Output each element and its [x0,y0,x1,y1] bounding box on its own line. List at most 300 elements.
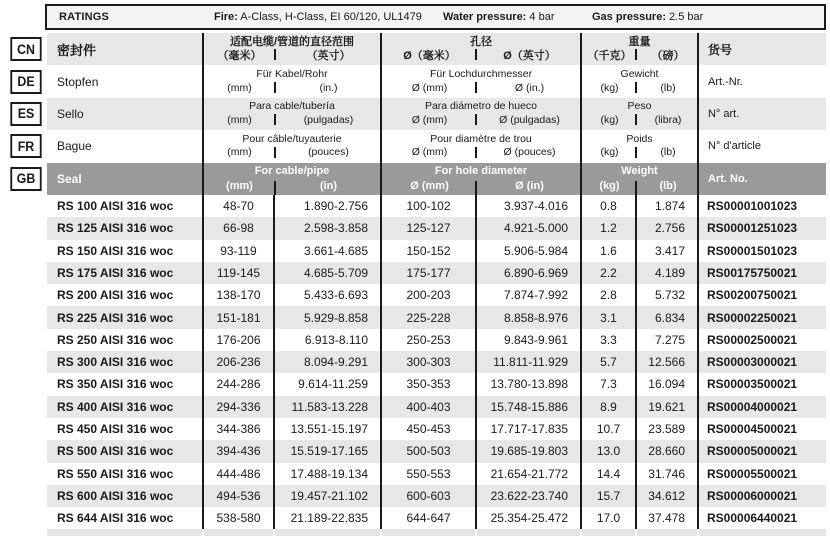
col-art-label: Art.-Nr. [697,65,826,97]
col-group-weight-units [582,49,697,63]
cable-mm-cell: 119-145 [202,262,273,284]
unit-divider-tick [475,114,477,125]
weight-lb-cell: 5.732 [635,284,697,306]
row-gutter [0,217,47,239]
hole-in-cell: 11.811-11.929 [475,351,580,373]
unit-divider-tick [274,147,276,158]
weight-kg-cell: 13.0 [580,440,635,462]
unit-label: (kg) [600,81,619,94]
unit-divider-tick [475,49,477,60]
cable-in-cell: 11.583-13.228 [273,396,380,418]
table-row-content [47,463,826,485]
table-row-content [47,351,826,373]
hole-in-cell: 4.921-5.000 [475,217,580,239]
unit-divider-tick [475,147,477,158]
ratings-bar [45,4,826,30]
table-row [0,306,830,328]
weight-kg-cell: 2.8 [580,284,635,306]
row-gutter [0,329,47,351]
row-gutter [0,396,47,418]
col-group-hole-label: Für Lochdurchmesser [429,67,533,80]
cable-in-cell: 2.598-3.858 [273,217,380,239]
row-gutter [0,418,47,440]
weight-kg-cell: 1.2 [580,217,635,239]
row-gutter [0,463,47,485]
cable-in-cell: 15.519-17.165 [273,440,380,462]
col-group-cable-label: Für Kabel/Rohr [256,67,328,80]
badge-cell [0,33,47,65]
table-row-content [47,240,826,262]
lang-row-content [47,130,826,162]
unit-label: Ø (pouces) [503,146,556,159]
rating-fire [214,6,422,28]
table-row [0,217,830,239]
unit-label: Ø (in) [515,179,544,192]
rating-water-value: 4 bar [529,11,555,23]
col-group-cable-label: 适配电缆/管道的直径范围 [229,35,355,48]
col-group-weight [580,163,697,195]
table-row [0,463,830,485]
strip-content [47,529,826,536]
product-name-cell: RS 150 AISI 316 woc [57,243,174,258]
col-group-hole-units [382,114,580,128]
table-row-content [47,396,826,418]
hole-in-cell: 8.858-8.976 [475,306,580,328]
unit-label: (mm) [226,179,253,192]
data-rows [0,195,830,529]
lang-row-fr [0,130,830,162]
art-no-cell: RS00175750021 [697,262,826,284]
product-name-cell: RS 350 AISI 316 woc [57,377,174,392]
rating-water-pressure [443,6,554,28]
weight-lb-cell: 34.612 [635,485,697,507]
art-no-cell: RS00001251023 [697,217,826,239]
cable-in-cell: 19.457-21.102 [273,485,380,507]
cable-in-cell: 9.614-11.259 [273,373,380,395]
col-art-label: Art. No. [697,163,826,195]
col-group-weight-label: Weight [621,165,658,178]
table-row-content [47,418,826,440]
col-group-cable-label: For cable/pipe [254,165,330,178]
unit-label: （磅） [651,50,685,63]
row-gutter [0,507,47,529]
hole-in-cell: 15.748-15.886 [475,396,580,418]
unit-divider-tick [274,49,276,60]
unit-label: (in) [319,179,338,192]
hole-mm-cell: 150-152 [380,240,475,262]
spec-table [0,33,830,536]
table-row [0,418,830,440]
hole-in-cell: 25.354-25.472 [475,507,580,529]
cable-mm-cell: 538-580 [202,507,273,529]
weight-kg-cell: 3.3 [580,329,635,351]
product-name-cell: RS 600 AISI 316 woc [57,488,174,503]
unit-label: Ø (mm) [411,81,448,94]
weight-lb-cell: 19.621 [635,396,697,418]
hole-in-cell: 19.685-19.803 [475,440,580,462]
lang-row-cn [0,33,830,65]
col-group-weight-units [582,146,697,160]
product-name-cell: RS 175 AISI 316 woc [57,265,174,280]
hole-mm-cell: 175-177 [380,262,475,284]
strip-cell [202,529,273,536]
row-gutter [0,195,47,217]
col-group-hole-label: Pour diamètre de trou [430,132,532,145]
weight-kg-cell: 17.0 [580,507,635,529]
weight-kg-cell: 15.7 [580,485,635,507]
col-art-label: N° d'article [697,130,826,162]
row-name-label: Sello [57,106,84,121]
language-header-rows [0,33,830,195]
rating-fire-value: A-Class, H-Class, EI 60/120, UL1479 [240,11,422,23]
product-name-cell: RS 450 AISI 316 woc [57,422,174,437]
cable-mm-cell: 494-536 [202,485,273,507]
unit-label: (kg) [600,113,619,126]
table-row-content [47,373,826,395]
table-row [0,284,830,306]
table-row [0,329,830,351]
hole-mm-cell: 200-203 [380,284,475,306]
weight-kg-cell: 3.1 [580,306,635,328]
cable-mm-cell: 176-206 [202,329,273,351]
weight-lb-cell: 12.566 [635,351,697,373]
strip-gutter [0,529,47,536]
col-group-hole-label: Para diámetro de hueco [424,100,538,113]
weight-kg-cell: 5.7 [580,351,635,373]
lang-row-content [47,98,826,130]
lang-row-gb [0,163,830,195]
hole-mm-cell: 300-303 [380,351,475,373]
unit-divider-tick [274,114,276,125]
unit-label: (lb) [660,81,676,94]
lang-badge-gb: GB [10,167,41,191]
cable-mm-cell: 66-98 [202,217,273,239]
cable-in-cell: 17.488-19.134 [273,463,380,485]
table-row [0,351,830,373]
table-row-content [47,440,826,462]
table-row-content [47,507,826,529]
row-gutter [0,485,47,507]
unit-label: (mm) [227,81,252,94]
art-no-cell: RS00001501023 [697,240,826,262]
col-group-cable [202,65,380,97]
weight-lb-cell: 28.660 [635,440,697,462]
col-group-weight-label: Gewicht [620,67,659,80]
weight-lb-cell: 23.589 [635,418,697,440]
weight-lb-cell: 37.478 [635,507,697,529]
table-row-content [47,485,826,507]
col-group-hole [380,65,580,97]
cable-in-cell: 5.929-8.858 [273,306,380,328]
col-group-hole-label: 孔径 [470,35,492,48]
hole-in-cell: 5.906-5.984 [475,240,580,262]
col-group-weight-units [582,179,697,193]
unit-label: (kg) [600,146,619,159]
row-gutter [0,373,47,395]
art-no-cell: RS00006000021 [697,485,826,507]
cable-mm-cell: 344-386 [202,418,273,440]
table-row [0,485,830,507]
product-name-cell: RS 250 AISI 316 woc [57,332,174,347]
lang-row-content [47,33,826,65]
strip-cell [380,529,475,536]
col-group-cable [202,163,380,195]
art-no-cell: RS00001001023 [697,195,826,217]
hole-mm-cell: 600-603 [380,485,475,507]
cable-in-cell: 1.890-2.756 [273,195,380,217]
col-group-weight-units [582,114,697,128]
weight-kg-cell: 2.2 [580,262,635,284]
unit-label: (pulgadas) [303,113,354,126]
unit-label: Ø（英寸） [503,50,556,63]
col-group-weight-units [582,82,697,96]
unit-label: （英寸） [306,50,351,63]
col-group-cable-units [204,114,380,128]
row-name-label: 密封件 [57,42,97,58]
lang-badge-de: DE [10,70,41,94]
product-name-cell: RS 400 AISI 316 woc [57,399,174,414]
table-row [0,507,830,529]
cable-in-cell: 4.685-5.709 [273,262,380,284]
unit-label: (lb) [659,179,677,192]
weight-lb-cell: 6.834 [635,306,697,328]
hole-in-cell: 13.780-13.898 [475,373,580,395]
table-row-content [47,217,826,239]
table-row [0,240,830,262]
unit-divider-tick [635,114,637,125]
table-row-content [47,284,826,306]
col-group-cable-label: Para cable/tubería [249,100,335,113]
hole-mm-cell: 400-403 [380,396,475,418]
unit-label: (kg) [599,179,620,192]
hole-mm-cell: 500-503 [380,440,475,462]
cable-mm-cell: 294-336 [202,396,273,418]
table-row-content [47,262,826,284]
col-group-weight [580,65,697,97]
art-no-cell: RS00004500021 [697,418,826,440]
unit-label: (mm) [227,113,252,126]
cable-in-cell: 6.913-8.110 [273,329,380,351]
unit-label: Ø (pulgadas) [499,113,560,126]
unit-label: Ø (mm) [411,146,448,159]
table-row-content [47,306,826,328]
product-name-cell: RS 125 AISI 316 woc [57,221,174,236]
cable-in-cell: 5.433-6.693 [273,284,380,306]
weight-kg-cell: 0.8 [580,195,635,217]
col-group-hole [380,98,580,130]
row-gutter [0,262,47,284]
table-row [0,373,830,395]
col-group-cable-label: Pour câble/tuyauterie [242,132,342,145]
weight-lb-cell: 2.756 [635,217,697,239]
unit-label: (lb) [660,146,676,159]
rating-gas-value: 2.5 bar [669,11,704,23]
col-art-label: N° art. [697,98,826,130]
strip-cell [580,529,635,536]
cable-mm-cell: 48-70 [202,195,273,217]
lang-row-content [47,163,826,195]
col-group-hole-units [382,146,580,160]
hole-in-cell: 17.717-17.835 [475,418,580,440]
row-gutter [0,306,47,328]
lang-row-es [0,98,830,130]
product-name-cell: RS 200 AISI 316 woc [57,288,174,303]
weight-kg-cell: 8.9 [580,396,635,418]
art-no-cell: RS00200750021 [697,284,826,306]
unit-label: Ø (mm) [411,113,448,126]
hole-mm-cell: 100-102 [380,195,475,217]
col-group-hole [380,33,580,65]
weight-lb-cell: 3.417 [635,240,697,262]
unit-label: (in.) [319,81,338,94]
row-gutter [0,284,47,306]
badge-cell [0,98,47,130]
hole-mm-cell: 450-453 [380,418,475,440]
weight-lb-cell: 31.746 [635,463,697,485]
col-group-weight-label: 重量 [628,35,651,48]
hole-in-cell: 6.890-6.969 [475,262,580,284]
lang-badge-fr: FR [10,134,41,158]
art-no-cell: RS00006440021 [697,507,826,529]
product-name-cell: RS 300 AISI 316 woc [57,355,174,370]
badge-cell [0,130,47,162]
lang-row-content [47,65,826,97]
table-row [0,396,830,418]
hole-mm-cell: 225-228 [380,306,475,328]
hole-in-cell: 7.874-7.992 [475,284,580,306]
rating-fire-label: Fire: [214,11,238,23]
hole-in-cell: 3.937-4.016 [475,195,580,217]
strip-cell [635,529,697,536]
hole-in-cell: 9.843-9.961 [475,329,580,351]
product-name-cell: RS 500 AISI 316 woc [57,444,174,459]
row-gutter [0,440,47,462]
col-group-hole-units [382,49,580,63]
unit-label: （千克） [587,50,632,63]
row-gutter [0,351,47,373]
product-name-cell: RS 100 AISI 316 woc [57,199,174,214]
cable-mm-cell: 151-181 [202,306,273,328]
col-group-hole-label: For hole diameter [434,165,528,178]
cable-mm-cell: 93-119 [202,240,273,262]
strip-cell [697,529,826,536]
row-name-label: Stopfen [57,74,99,89]
col-group-hole [380,130,580,162]
weight-lb-cell: 7.275 [635,329,697,351]
cable-mm-cell: 206-236 [202,351,273,373]
unit-divider-tick [635,49,637,60]
art-no-cell: RS00005000021 [697,440,826,462]
cable-mm-cell: 444-486 [202,463,273,485]
cable-mm-cell: 244-286 [202,373,273,395]
badge-cell [0,65,47,97]
table-row [0,262,830,284]
unit-divider-tick [274,82,276,93]
weight-kg-cell: 14.4 [580,463,635,485]
col-group-weight-label: Peso [627,100,652,113]
table-row-content [47,329,826,351]
unit-divider-tick [635,147,637,158]
col-group-hole-units [382,179,580,193]
cable-in-cell: 13.551-15.197 [273,418,380,440]
col-group-weight-label: Poids [626,132,653,145]
strip-cell [475,529,580,536]
cable-in-cell: 8.094-9.291 [273,351,380,373]
unit-label: （毫米） [217,50,262,63]
hole-mm-cell: 644-647 [380,507,475,529]
art-no-cell: RS00002250021 [697,306,826,328]
unit-label: (pouces) [308,146,349,159]
hole-mm-cell: 350-353 [380,373,475,395]
col-group-hole-units [382,82,580,96]
hole-in-cell: 23.622-23.740 [475,485,580,507]
unit-label: Ø（毫米） [403,50,456,63]
rating-gas-pressure [592,6,703,28]
col-group-cable [202,33,380,65]
hole-in-cell: 21.654-21.772 [475,463,580,485]
product-name-cell: RS 550 AISI 316 woc [57,466,174,481]
hole-mm-cell: 550-553 [380,463,475,485]
table-row-content [47,195,826,217]
row-name-label: Bague [57,139,92,154]
col-group-cable [202,98,380,130]
col-group-cable [202,130,380,162]
art-no-cell: RS00003000021 [697,351,826,373]
unit-divider-tick [475,181,477,195]
unit-label: (libra) [654,113,682,126]
weight-lb-cell: 1.874 [635,195,697,217]
art-no-cell: RS00003500021 [697,373,826,395]
unit-divider-tick [475,82,477,93]
col-group-cable-units [204,179,380,193]
cable-in-cell: 3.661-4.685 [273,240,380,262]
cable-mm-cell: 138-170 [202,284,273,306]
lang-badge-cn: CN [10,37,41,61]
cable-in-cell: 21.189-22.835 [273,507,380,529]
col-group-weight [580,130,697,162]
col-group-hole [380,163,580,195]
unit-label: Ø (in.) [514,81,545,94]
unit-divider-tick [274,181,276,195]
table-row [0,195,830,217]
product-name-cell: RS 225 AISI 316 woc [57,310,174,325]
art-no-cell: RS00002500021 [697,329,826,351]
unit-divider-tick [635,181,637,195]
unit-label: (mm) [227,146,252,159]
col-group-cable-units [204,49,380,63]
unit-label: Ø (mm) [410,179,449,192]
product-name-cell: RS 644 AISI 316 woc [57,511,174,526]
strip-cell [47,529,202,536]
hole-mm-cell: 250-253 [380,329,475,351]
rating-gas-label: Gas pressure: [592,11,666,23]
ratings-title: RATINGS [59,11,110,23]
row-name-label: Seal [57,171,82,186]
strip-cell [273,529,380,536]
col-group-weight [580,98,697,130]
col-art-label: 货号 [697,33,826,65]
table-row [0,440,830,462]
cable-mm-cell: 394-436 [202,440,273,462]
lang-row-de [0,65,830,97]
art-no-cell: RS00005500021 [697,463,826,485]
weight-lb-cell: 4.189 [635,262,697,284]
col-group-cable-units [204,146,380,160]
weight-kg-cell: 7.3 [580,373,635,395]
badge-cell [0,163,47,195]
col-group-weight [580,33,697,65]
col-group-cable-units [204,82,380,96]
